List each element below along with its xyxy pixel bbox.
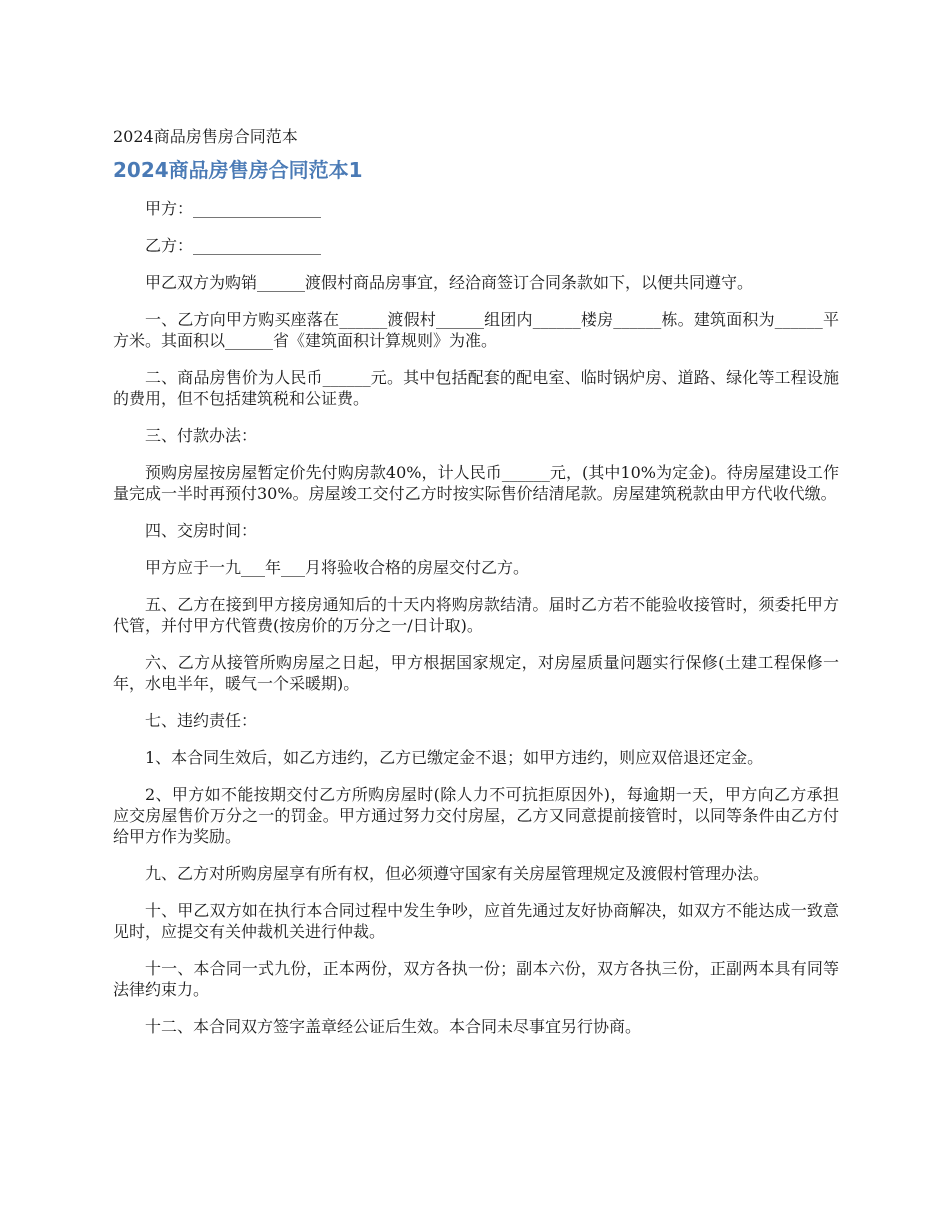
clause-9-paragraph: 九、乙方对所购房屋享有所有权，但必须遵守国家有关房屋管理规定及渡假村管理办法。 — [145, 864, 770, 883]
clause-7-heading: 七、违约责任： — [145, 711, 258, 730]
clause-11-paragraph: 十一、本合同一式九份，正本两份，双方各执一份；副本六份，双方各执三份，正副两本具有同等法律约束力。 — [113, 959, 839, 999]
clause-2-paragraph: 二、商品房售价为人民币______元。其中包括配套的配电室、临时锅炉房、道路、绿化等工程设施的费用，但不包括建筑税和公证费。 — [113, 368, 839, 408]
clause-1-paragraph: 一、乙方向甲方购买座落在______渡假村______组团内______楼房______栋。建筑面积为______平方米。其面积以______省《建筑面积计算规则》为准。 — [113, 310, 839, 350]
document-page — [113, 122, 839, 1053]
clause-6-paragraph: 六、乙方从接管所购房屋之日起，甲方根据国家规定，对房屋质量问题实行保修(土建工程保修一年，水电半年，暖气一个采暖期)。 — [113, 653, 839, 693]
clause-10-paragraph: 十、甲乙双方如在执行本合同过程中发生争吵，应首先通过友好协商解决，如双方不能达成一致意见时，应提交有关仲裁机关进行仲裁。 — [113, 901, 839, 941]
party-b-line: 乙方：________________ — [145, 236, 322, 255]
clause-3-heading: 三、付款办法： — [145, 426, 258, 445]
document-title: 2024商品房售房合同范本 — [113, 127, 298, 146]
breach-item-2-paragraph: 2、甲方如不能按期交付乙方所购房屋时(除人力不可抗拒原因外)，每逾期一天，甲方向乙方承担应交房屋售价万分之一的罚金。甲方通过努力交付房屋，乙方又同意提前接管时，以同等条件由乙方付给甲方作为奖励。 — [113, 785, 839, 846]
clause-5-paragraph: 五、乙方在接到甲方接房通知后的十天内将购房款结清。届时乙方若不能验收接管时，须委托甲方代管，并付甲方代管费(按房价的万分之一/日计取)。 — [113, 595, 839, 635]
clause-4-heading: 四、交房时间： — [145, 521, 258, 540]
party-a-line: 甲方：________________ — [145, 199, 322, 218]
section-heading: 2024商品房售房合同范本1 — [113, 158, 363, 182]
clause-12-paragraph: 十二、本合同双方签字盖章经公证后生效。本合同未尽事宜另行协商。 — [145, 1017, 642, 1036]
payment-terms-paragraph: 预购房屋按房屋暂定价先付购房款40%，计人民币______元，(其中10%为定金)。待房屋建设工作量完成一半时再预付30%。房屋竣工交付乙方时按实际售价结清尾款。房屋建筑税款由甲方代收代缴。 — [113, 463, 839, 503]
breach-item-1-paragraph: 1、本合同生效后，如乙方违约，乙方已缴定金不退；如甲方违约，则应双倍退还定金。 — [145, 748, 764, 767]
delivery-time-paragraph: 甲方应于一九___年___月将验收合格的房屋交付乙方。 — [145, 558, 530, 577]
preamble-paragraph: 甲乙双方为购销______渡假村商品房事宜，经洽商签订合同条款如下，以便共同遵守。 — [145, 273, 754, 292]
